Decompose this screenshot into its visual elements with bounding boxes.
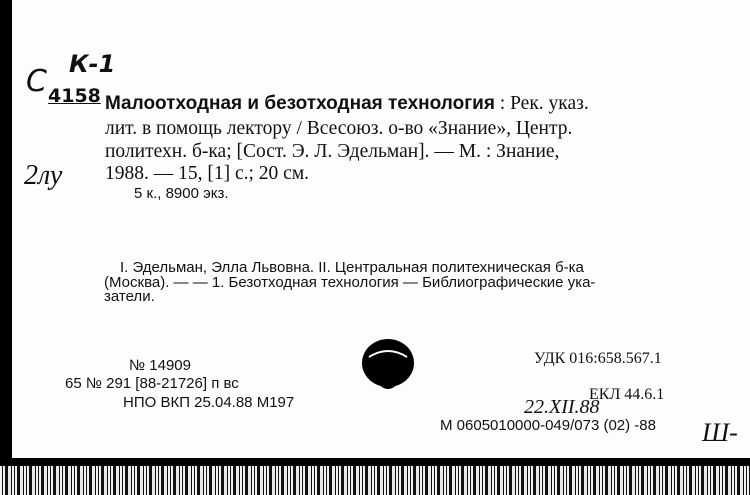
copies-info: 5 к., 8900 экз.	[134, 185, 229, 202]
catalog-card	[12, 0, 750, 458]
tracing-line-3: затели.	[104, 288, 155, 305]
description-line-4: 1988. — 15, [1] с.; 20 см.	[105, 163, 310, 184]
handwritten-note-left: 2лу	[24, 160, 63, 191]
book-title: Малоотходная и безотходная технология	[105, 93, 495, 114]
barcode-strip	[0, 466, 750, 495]
shelfmark-prefix: С	[26, 64, 47, 99]
tracing-line-2: (Москва). — — 1. Безотходная технология — Библиографические ука-	[104, 274, 596, 291]
tracing-line-1: I. Эдельман, Элла Львовна. II. Центральная политехническая б-ка	[120, 259, 584, 276]
order-number: 65 № 291 [88-21726] п вс	[65, 375, 239, 392]
title-rest: : Рек. указ.	[499, 93, 589, 114]
shelfmark-top: К-1	[69, 50, 116, 78]
title-line	[105, 93, 589, 115]
handwritten-date: 22.XII.88	[524, 396, 600, 418]
ekl-code: ЕКЛ 44.6.1	[589, 386, 665, 403]
scan-border	[0, 458, 750, 466]
description-line-3: политехн. б-ка; [Сост. Э. Л. Эдельман]. — М. : Знание,	[105, 141, 560, 162]
publication-code: М 0605010000-049/073 (02) -88	[440, 417, 656, 434]
publisher-stamp-line: НПО ВКП 25.04.88 М197	[123, 394, 295, 411]
punch-hole-icon	[359, 337, 417, 401]
card-number: № 14909	[129, 357, 191, 374]
description-line-2: лит. в помощь лектору / Всесоюз. о-во «Знание», Центр.	[105, 118, 573, 139]
handwritten-note-right: Ш-	[702, 418, 738, 447]
shelfmark-number: 4158	[48, 85, 101, 107]
udk-code: УДК 016:658.567.1	[534, 350, 662, 367]
